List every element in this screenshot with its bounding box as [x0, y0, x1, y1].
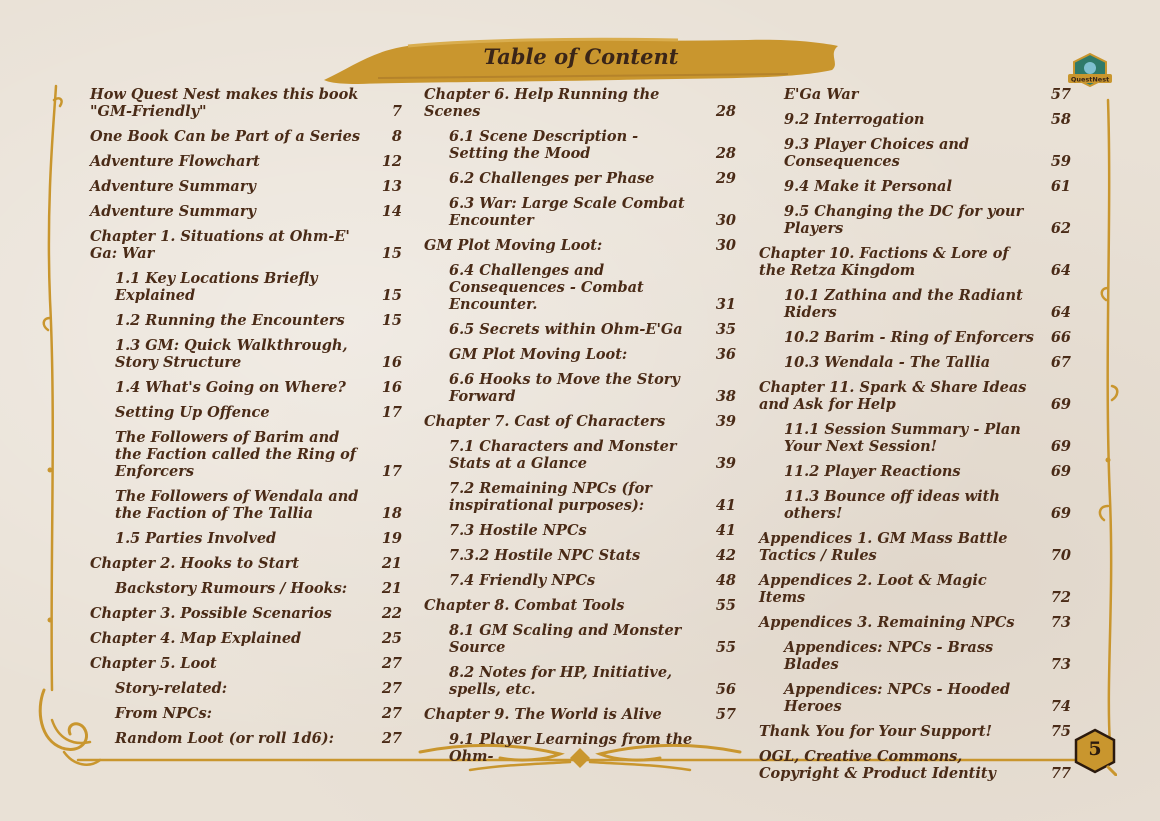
toc-entry-page: 42 [715, 547, 736, 564]
toc-entry-title: Chapter 7. Cast of Characters [424, 413, 666, 430]
toc-entry-title: GM Plot Moving Loot: [424, 237, 603, 254]
toc-entry-title: Chapter 5. Loot [90, 655, 217, 672]
toc-entry[interactable] [424, 413, 736, 430]
toc-entry[interactable] [115, 530, 402, 547]
toc-entry-title: 9.1 Player Learnings from the Ohm- [449, 731, 693, 765]
toc-entry-page: 69 [1050, 396, 1071, 413]
toc-entry[interactable] [115, 730, 402, 747]
toc-entry[interactable] [449, 170, 736, 187]
toc-entry-page: 22 [381, 605, 402, 622]
toc-entry-page: 17 [381, 463, 402, 480]
toc-entry-title: The Followers of Wendala and the Faction of The Tallia [115, 488, 359, 522]
toc-entry-title: 9.5 Changing the DC for your Players [784, 203, 1024, 237]
toc-entry-title: 9.4 Make it Personal [784, 178, 952, 195]
toc-entry-title: 8.1 GM Scaling and Monster Source [449, 622, 682, 656]
toc-entry-page: 29 [715, 170, 736, 187]
toc-entry-page: 48 [715, 572, 736, 589]
toc-entry-title: 11.1 Session Summary - Plan Your Next Session! [784, 421, 1021, 455]
toc-entry-title: How Quest Nest makes this book "GM-Friendly" [90, 86, 359, 120]
toc-entry-page: 13 [381, 178, 402, 195]
toc-entry[interactable] [449, 547, 736, 564]
toc-entry[interactable] [449, 262, 736, 313]
toc-entry-page: 27 [381, 655, 402, 672]
toc-entry-title: 1.3 GM: Quick Walkthrough, Story Structure [115, 337, 348, 371]
toc-entry-title: 11.2 Player Reactions [784, 463, 961, 480]
toc-entry[interactable] [784, 421, 1071, 455]
toc-entry-page: 77 [1050, 765, 1071, 782]
toc-entry[interactable] [784, 86, 1071, 103]
toc-entry[interactable] [784, 136, 1071, 170]
toc-entry[interactable] [424, 706, 736, 723]
toc-entry-page: 67 [1050, 354, 1071, 371]
page-title: Table of Content [483, 44, 679, 69]
toc-entry-page: 8 [391, 128, 402, 145]
toc-entry[interactable] [115, 705, 402, 722]
toc-entry-page: 21 [381, 555, 402, 572]
toc-entry-page: 30 [715, 237, 736, 254]
toc-entry-page: 72 [1050, 589, 1071, 606]
toc-entry-page: 64 [1050, 262, 1071, 279]
toc-entry-title: E'Ga War [784, 86, 859, 103]
toc-entry-title: Setting Up Offence [115, 404, 270, 421]
page-number: 5 [1088, 738, 1102, 760]
toc-entry-page: 27 [381, 705, 402, 722]
toc-entry[interactable] [115, 429, 402, 480]
toc-entry-title: Appendices: NPCs - Brass Blades [784, 639, 994, 673]
toc-entry-page: 59 [1050, 153, 1071, 170]
toc-entry[interactable] [784, 463, 1071, 480]
toc-entry-page: 73 [1050, 656, 1071, 673]
toc-entry-title: 8.2 Notes for HP, Initiative, spells, etc. [449, 664, 673, 698]
toc-entry-title: The Followers of Barim and the Faction called the Ring of Enforcers [115, 429, 357, 480]
toc-entry-page: 15 [381, 312, 402, 329]
toc-entry[interactable] [759, 614, 1071, 631]
toc-entry[interactable] [90, 630, 402, 647]
toc-entry[interactable] [90, 655, 402, 672]
toc-entry-title: Appendices: NPCs - Hooded Heroes [784, 681, 1011, 715]
toc-entry-title: 1.5 Parties Involved [115, 530, 277, 547]
toc-entry[interactable] [449, 371, 736, 405]
toc-entry[interactable] [90, 178, 402, 195]
toc-entry[interactable] [759, 530, 1071, 564]
toc-entry-title: Chapter 1. Situations at Ohm-E' Ga: War [90, 228, 350, 262]
toc-entry-title: 1.4 What's Going on Where? [115, 379, 346, 396]
toc-entry-page: 64 [1050, 304, 1071, 321]
toc-entry[interactable] [449, 346, 736, 363]
toc-entry-title: One Book Can be Part of a Series [90, 128, 361, 145]
toc-entry[interactable] [115, 337, 402, 371]
toc-entry-title: From NPCs: [115, 705, 212, 722]
toc-entry-title: 9.2 Interrogation [784, 111, 925, 128]
toc-entry-title: Chapter 9. The World is Alive [424, 706, 662, 723]
toc-entry-page: 18 [381, 505, 402, 522]
toc-entry-page: 30 [715, 212, 736, 229]
toc-entry[interactable] [784, 488, 1071, 522]
toc-entry-title: Chapter 11. Spark & Share Ideas and Ask for Help [759, 379, 1027, 413]
toc-entry-page: 61 [1050, 178, 1071, 195]
toc-entry[interactable] [449, 321, 736, 338]
toc-entry[interactable] [449, 128, 736, 162]
toc-entry[interactable] [90, 605, 402, 622]
toc-entry[interactable] [759, 379, 1071, 413]
toc-entry-page: 27 [381, 730, 402, 747]
toc-entry-page: 41 [715, 522, 736, 539]
toc-entry[interactable] [115, 379, 402, 396]
toc-entry-title: 7.2 Remaining NPCs (for inspirational purposes): [449, 480, 652, 514]
toc-entry-page: 7 [391, 103, 402, 120]
toc-entry-title: 6.4 Challenges and Consequences - Combat Encounter. [449, 262, 644, 313]
toc-entry[interactable] [115, 680, 402, 697]
toc-entry-title: Random Loot (or roll 1d6): [115, 730, 334, 747]
toc-entry-page: 69 [1050, 463, 1071, 480]
toc-entry-title: 7.3.2 Hostile NPC Stats [449, 547, 641, 564]
toc-entry-title: Story-related: [115, 680, 228, 697]
toc-entry-page: 17 [381, 404, 402, 421]
toc-entry-title: Adventure Summary [90, 203, 256, 220]
toc-entry[interactable] [784, 111, 1071, 128]
toc-entry[interactable] [115, 270, 402, 304]
toc-entry-title: 6.5 Secrets within Ohm-E'Ga [449, 321, 683, 338]
toc-entry-page: 35 [715, 321, 736, 338]
toc-entry[interactable] [784, 178, 1071, 195]
toc-entry-title: Chapter 3. Possible Scenarios [90, 605, 332, 622]
toc-entry-title: 6.1 Scene Description - Setting the Mood [449, 128, 639, 162]
toc-entry-title: 7.1 Characters and Monster Stats at a Glance [449, 438, 677, 472]
toc-entry[interactable] [449, 480, 736, 514]
toc-entry[interactable] [90, 203, 402, 220]
toc-entry-page: 21 [381, 580, 402, 597]
toc-entry-page: 16 [381, 354, 402, 371]
toc-entry-page: 16 [381, 379, 402, 396]
toc-entry[interactable] [784, 287, 1071, 321]
toc-entry[interactable] [449, 572, 736, 589]
toc-entry-page: 55 [715, 597, 736, 614]
toc-entry[interactable] [424, 86, 736, 120]
toc-entry[interactable] [90, 555, 402, 572]
toc-entry[interactable] [784, 639, 1071, 673]
toc-entry[interactable] [424, 597, 736, 614]
toc-entry[interactable] [449, 522, 736, 539]
toc-entry[interactable] [90, 153, 402, 170]
toc-entry[interactable] [90, 228, 402, 262]
toc-entry-title: Adventure Flowchart [90, 153, 260, 170]
toc-entry[interactable] [449, 438, 736, 472]
toc-entry-page: 69 [1050, 505, 1071, 522]
toc-column-2 [424, 86, 736, 773]
toc-entry[interactable] [115, 312, 402, 329]
quest-nest-logo [1066, 52, 1114, 90]
toc-entry-page: 28 [715, 145, 736, 162]
toc-entry-page: 55 [715, 639, 736, 656]
toc-entry-title: Backstory Rumours / Hooks: [115, 580, 348, 597]
toc-entry[interactable] [784, 354, 1071, 371]
toc-entry[interactable] [115, 404, 402, 421]
toc-entry-page: 14 [381, 203, 402, 220]
toc-entry-page: 66 [1050, 329, 1071, 346]
toc-entry-page: 41 [715, 497, 736, 514]
toc-entry-title: 9.3 Player Choices and Consequences [784, 136, 970, 170]
toc-entry-title: Chapter 10. Factions & Lore of the Retza Kingdom [759, 245, 1009, 279]
toc-entry-page: 57 [715, 706, 736, 723]
toc-entry[interactable] [449, 622, 736, 656]
toc-entry-page: 39 [715, 455, 736, 472]
toc-entry-page: 73 [1050, 614, 1071, 631]
toc-entry[interactable] [759, 572, 1071, 606]
toc-entry-page: 38 [715, 388, 736, 405]
toc-entry-page: 31 [715, 296, 736, 313]
toc-column-3 [759, 86, 1071, 790]
toc-entry-title: Chapter 4. Map Explained [90, 630, 302, 647]
toc-entry-title: 7.4 Friendly NPCs [449, 572, 596, 589]
toc-entry-title: 7.3 Hostile NPCs [449, 522, 587, 539]
toc-entry-page: 27 [381, 680, 402, 697]
toc-entry-page: 36 [715, 346, 736, 363]
toc-entry[interactable] [784, 681, 1071, 715]
toc-entry-page: 39 [715, 413, 736, 430]
toc-column-1 [90, 86, 402, 755]
toc-entry[interactable] [449, 195, 736, 229]
toc-entry-title: 6.2 Challenges per Phase [449, 170, 655, 187]
toc-entry-page: 62 [1050, 220, 1071, 237]
toc-entry-page: 12 [381, 153, 402, 170]
toc-entry-page: 58 [1050, 111, 1071, 128]
toc-entry-page: 69 [1050, 438, 1071, 455]
toc-entry[interactable] [90, 128, 402, 145]
toc-entry-title: Chapter 2. Hooks to Start [90, 555, 300, 572]
toc-entry-title: 6.6 Hooks to Move the Story Forward [449, 371, 680, 405]
toc-entry[interactable] [90, 86, 402, 120]
toc-entry[interactable] [759, 723, 1071, 740]
toc-entry-page: 19 [381, 530, 402, 547]
toc-entry-page: 56 [715, 681, 736, 698]
toc-entry-title: 10.2 Barim - Ring of Enforcers [784, 329, 1034, 346]
toc-entry-title: OGL, Creative Commons, Copyright & Product Identity [759, 748, 996, 782]
toc-entry[interactable] [784, 329, 1071, 346]
toc-entry-title: 1.1 Key Locations Briefly Explained [115, 270, 318, 304]
toc-entry-title: 1.2 Running the Encounters [115, 312, 345, 329]
toc-entry[interactable] [115, 580, 402, 597]
toc-entry[interactable] [115, 488, 402, 522]
toc-entry-title: Thank You for Your Support! [759, 723, 992, 740]
toc-entry-page: 70 [1050, 547, 1071, 564]
toc-entry[interactable] [784, 203, 1071, 237]
toc-entry-title: 11.3 Bounce off ideas with others! [784, 488, 1000, 522]
toc-entry-title: Appendices 3. Remaining NPCs [759, 614, 1015, 631]
toc-entry-title: Chapter 6. Help Running the Scenes [424, 86, 660, 120]
toc-entry-page: 75 [1050, 723, 1071, 740]
toc-entry-page: 25 [381, 630, 402, 647]
svg-text:QuestNest: QuestNest [1070, 75, 1110, 84]
toc-entry-title: Appendices 2. Loot & Magic Items [759, 572, 987, 606]
toc-entry-title: 10.1 Zathina and the Radiant Riders [784, 287, 1023, 321]
toc-entry-page: 74 [1050, 698, 1071, 715]
toc-entry-title: 6.3 War: Large Scale Combat Encounter [449, 195, 685, 229]
toc-entry[interactable] [759, 245, 1071, 279]
toc-entry-title: Appendices 1. GM Mass Battle Tactics / Rules [759, 530, 1008, 564]
toc-entry[interactable] [449, 731, 736, 765]
toc-entry-page: 15 [381, 245, 402, 262]
toc-entry-title: Adventure Summary [90, 178, 256, 195]
toc-entry-title: GM Plot Moving Loot: [449, 346, 628, 363]
toc-entry[interactable] [449, 664, 736, 698]
toc-entry-page: 15 [381, 287, 402, 304]
toc-entry-title: 10.3 Wendala - The Tallia [784, 354, 991, 371]
toc-entry-page: 57 [1050, 86, 1071, 103]
toc-entry-page: 28 [715, 103, 736, 120]
toc-entry[interactable] [759, 748, 1071, 782]
toc-entry[interactable] [424, 237, 736, 254]
toc-entry-title: Chapter 8. Combat Tools [424, 597, 625, 614]
